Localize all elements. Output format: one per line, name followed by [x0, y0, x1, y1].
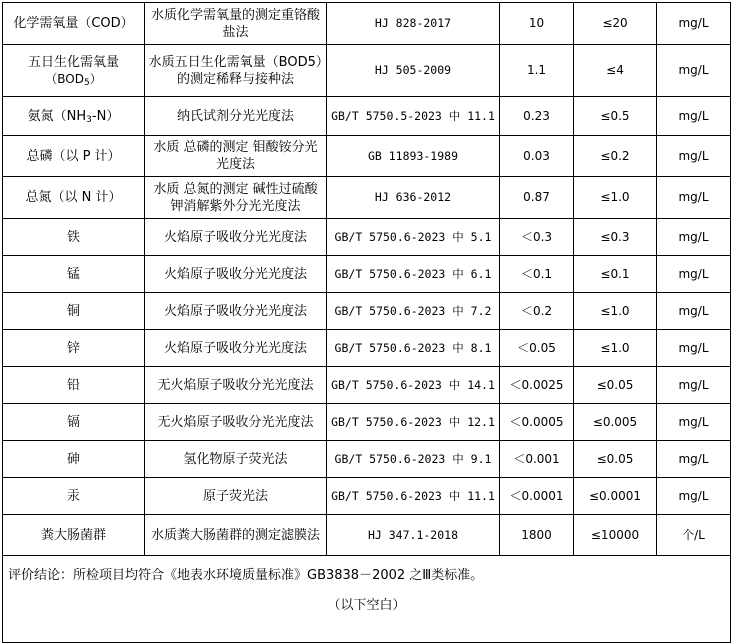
item-name: 化学需氧量（COD）	[3, 3, 145, 45]
method-standard: GB/T 5750.5-2023 中 11.1	[327, 97, 500, 136]
item-name-part: -N）	[91, 108, 120, 124]
test-method: 火焰原子吸收分光光度法	[145, 219, 327, 256]
test-method: 无火焰原子吸收分光光度法	[145, 367, 327, 404]
test-method: 水质粪大肠菌群的测定滤膜法	[145, 515, 327, 556]
test-results-table	[2, 2, 731, 643]
standard-limit: ≤1.0	[574, 177, 657, 219]
unit: mg/L	[657, 441, 731, 478]
standard-limit: ≤0.5	[574, 97, 657, 136]
table-row	[3, 45, 731, 97]
table-row	[3, 136, 731, 177]
unit: mg/L	[657, 293, 731, 330]
item-name: 镉	[3, 404, 145, 441]
unit: mg/L	[657, 330, 731, 367]
table-row	[3, 367, 731, 404]
test-result: ＜0.3	[500, 219, 574, 256]
item-name: 铁	[3, 219, 145, 256]
evaluation-conclusion: 评价结论：所检项目均符合《地表水环境质量标准》GB3838－2002 之Ⅲ类标准。	[8, 568, 484, 583]
test-result: 10	[500, 3, 574, 45]
test-method: 火焰原子吸收分光光度法	[145, 293, 327, 330]
method-standard: GB/T 5750.6-2023 中 7.2	[327, 293, 500, 330]
item-name	[3, 97, 145, 136]
test-result: 1800	[500, 515, 574, 556]
item-name-part: 五日生化需氧量	[27, 54, 119, 70]
test-result: 0.03	[500, 136, 574, 177]
test-result: 0.87	[500, 177, 574, 219]
test-method: 火焰原子吸收分光光度法	[145, 256, 327, 293]
item-name: 砷	[3, 441, 145, 478]
test-method: 水质 总氮的测定 碱性过硫酸钾消解紫外分光光度法	[145, 177, 327, 219]
item-name: 总磷（以 P 计）	[3, 136, 145, 177]
item-name	[3, 45, 145, 97]
standard-limit: ≤20	[574, 3, 657, 45]
unit: mg/L	[657, 256, 731, 293]
test-result: 0.23	[500, 97, 574, 136]
unit: 个/L	[657, 515, 731, 556]
test-result: ＜0.001	[500, 441, 574, 478]
table-row	[3, 441, 731, 478]
unit: mg/L	[657, 3, 731, 45]
standard-limit: ≤0.0001	[574, 478, 657, 515]
unit: mg/L	[657, 45, 731, 97]
table-row	[3, 256, 731, 293]
test-result: ＜0.0001	[500, 478, 574, 515]
test-result: ＜0.1	[500, 256, 574, 293]
test-result: ＜0.0005	[500, 404, 574, 441]
test-method: 纳氏试剂分光光度法	[145, 97, 327, 136]
method-standard: HJ 347.1-2018	[327, 515, 500, 556]
item-name-part: ）	[89, 71, 102, 86]
method-standard: HJ 636-2012	[327, 177, 500, 219]
standard-limit: ≤4	[574, 45, 657, 97]
test-result: ＜0.0025	[500, 367, 574, 404]
method-standard: GB/T 5750.6-2023 中 5.1	[327, 219, 500, 256]
method-standard: GB/T 5750.6-2023 中 6.1	[327, 256, 500, 293]
unit: mg/L	[657, 478, 731, 515]
standard-limit: ≤1.0	[574, 293, 657, 330]
test-method: 原子荧光法	[145, 478, 327, 515]
conclusion-row	[3, 556, 731, 643]
standard-limit: ≤0.05	[574, 367, 657, 404]
test-method: 氢化物原子荧光法	[145, 441, 327, 478]
method-standard: GB/T 5750.6-2023 中 12.1	[327, 404, 500, 441]
item-name-subscript: 3	[86, 114, 92, 125]
test-method: 无火焰原子吸收分光光度法	[145, 404, 327, 441]
test-result: ＜0.05	[500, 330, 574, 367]
method-standard: GB 11893-1989	[327, 136, 500, 177]
table-row	[3, 219, 731, 256]
test-result: 1.1	[500, 45, 574, 97]
method-standard: GB/T 5750.6-2023 中 9.1	[327, 441, 500, 478]
item-name: 总氮（以 N 计）	[3, 177, 145, 219]
table-row	[3, 404, 731, 441]
test-method: 水质化学需氧量的测定重铬酸盐法	[145, 3, 327, 45]
item-name-subscript: 5	[83, 77, 90, 88]
table-row	[3, 177, 731, 219]
blank-note: （以下空白）	[327, 598, 406, 613]
table-row	[3, 97, 731, 136]
unit: mg/L	[657, 219, 731, 256]
test-method: 火焰原子吸收分光光度法	[145, 330, 327, 367]
unit: mg/L	[657, 136, 731, 177]
table-row	[3, 515, 731, 556]
item-name-part: （BOD	[45, 71, 84, 86]
unit: mg/L	[657, 177, 731, 219]
unit: mg/L	[657, 367, 731, 404]
standard-limit: ≤10000	[574, 515, 657, 556]
item-name: 锰	[3, 256, 145, 293]
test-results-sheet	[2, 2, 730, 643]
standard-limit: ≤0.1	[574, 256, 657, 293]
item-name-part: 氨氮（NH	[27, 108, 87, 124]
unit: mg/L	[657, 404, 731, 441]
item-name: 铜	[3, 293, 145, 330]
standard-limit: ≤0.3	[574, 219, 657, 256]
test-result: ＜0.2	[500, 293, 574, 330]
standard-limit: ≤0.2	[574, 136, 657, 177]
unit: mg/L	[657, 97, 731, 136]
test-method: 水质 总磷的测定 钼酸铵分光光度法	[145, 136, 327, 177]
item-name: 锌	[3, 330, 145, 367]
item-name: 铅	[3, 367, 145, 404]
standard-limit: ≤1.0	[574, 330, 657, 367]
method-standard: GB/T 5750.6-2023 中 11.1	[327, 478, 500, 515]
method-standard: HJ 505-2009	[327, 45, 500, 97]
method-standard: GB/T 5750.6-2023 中 14.1	[327, 367, 500, 404]
item-name: 粪大肠菌群	[3, 515, 145, 556]
table-row	[3, 330, 731, 367]
standard-limit: ≤0.005	[574, 404, 657, 441]
method-standard: GB/T 5750.6-2023 中 8.1	[327, 330, 500, 367]
table-row	[3, 293, 731, 330]
table-row	[3, 3, 731, 45]
conclusion-cell	[3, 556, 731, 643]
table-row	[3, 478, 731, 515]
test-method: 水质五日生化需氧量（BOD5）的测定稀释与接种法	[145, 45, 327, 97]
standard-limit: ≤0.05	[574, 441, 657, 478]
method-standard: HJ 828-2017	[327, 3, 500, 45]
item-name: 汞	[3, 478, 145, 515]
